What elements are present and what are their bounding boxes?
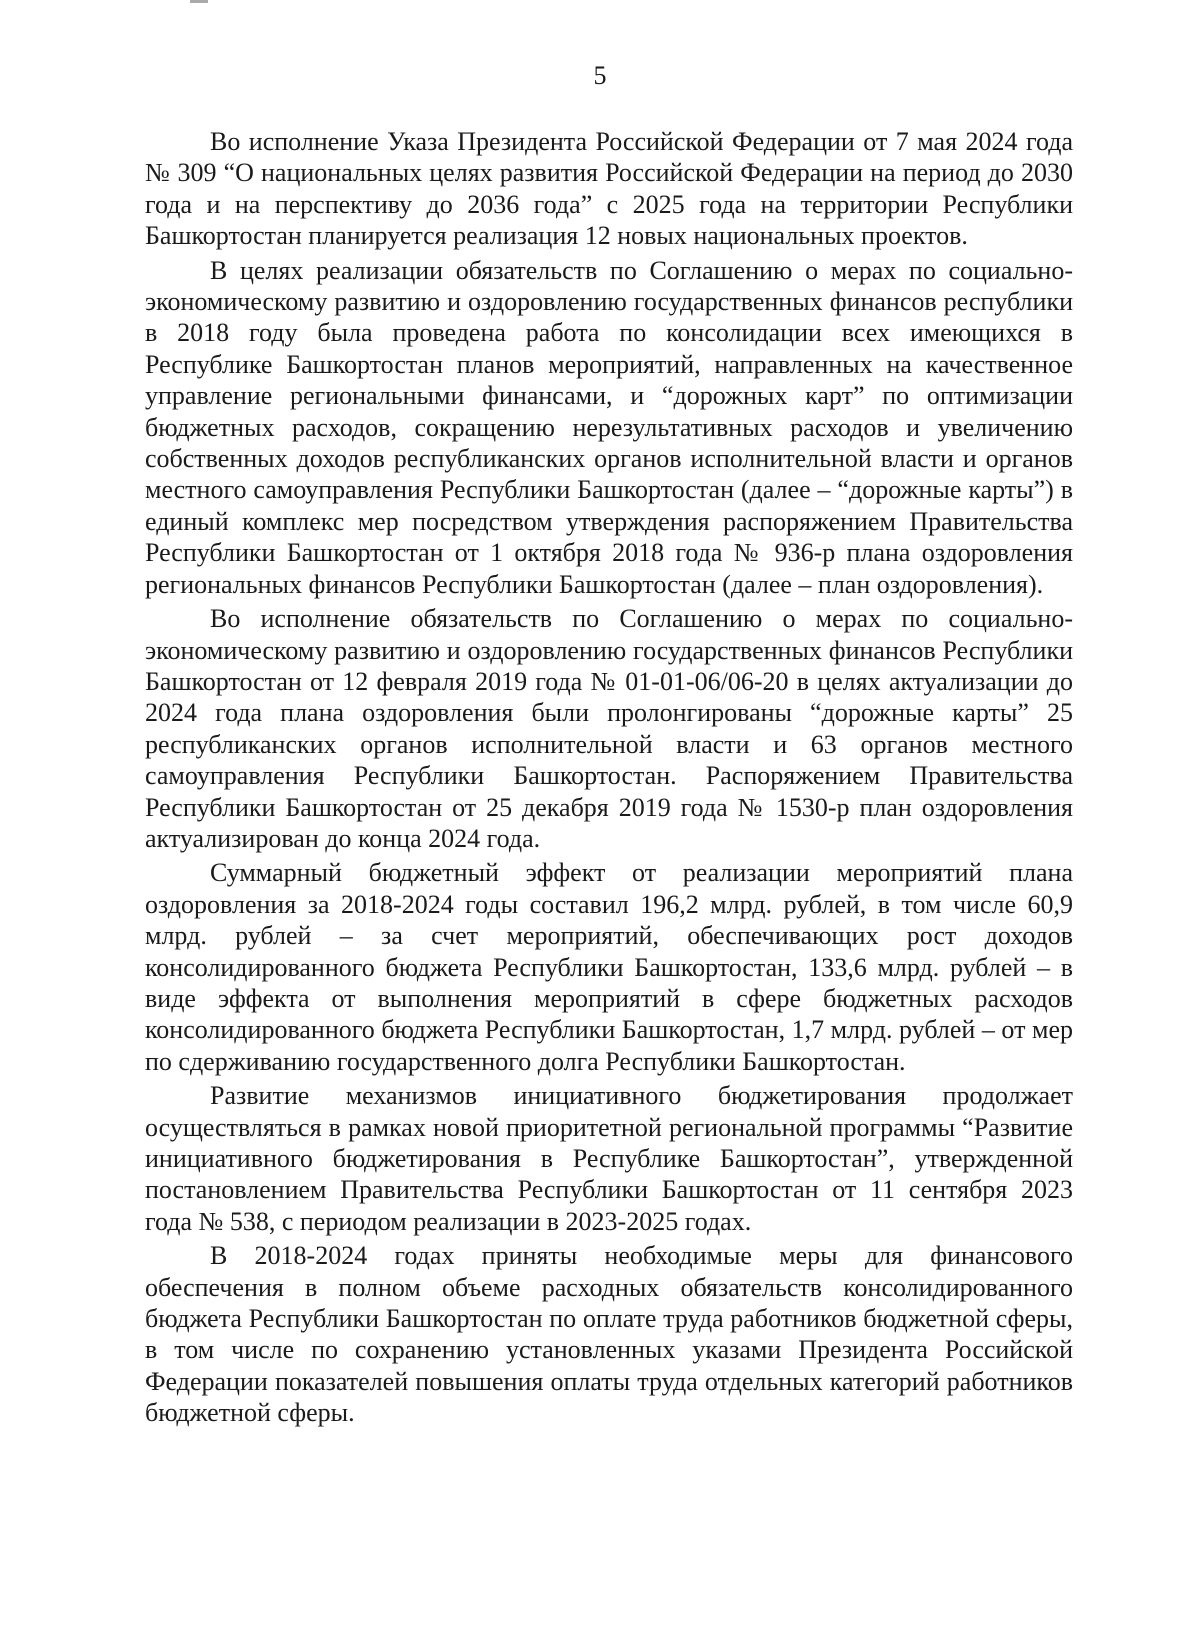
paragraph-budget-effect: Суммарный бюджетный эффект от реализации мероприятий плана оздоровления за 2018-2024 годы составил 196,2 млрд. рублей, в том числе 60,9 млрд. рублей – за счет мероприятий, обеспечивающих рост доходов консолидированного бюджета Республики Башкортостан, 133,6 млрд. рублей – в виде эффекта от выполнения мероприятий в сфере бюджетных расходов консолидированного бюджета Республики Башкортостан, 1,7 млрд. рублей – от мер по сдерживанию государственного долга Республики Башкортостан. bbox=[145, 858, 1073, 1076]
paragraph-initiative-budgeting: Развитие механизмов инициативного бюджетирования продолжает осуществляться в рамках новой приоритетной региональной программы “Развитие инициативного бюджетирования в Республике Башкортостан”, утвержденной постановлением Правительства Республики Башкортостан от 11 сентября 2023 года № 538, с периодом реализации в 2023-2025 годах. bbox=[145, 1081, 1073, 1236]
paragraph-plan-update: Во исполнение обязательств по Соглашению о мерах по социально-экономическому развитию и оздоровлению государственных финансов Республики Башкортостан от 12 февраля 2019 года № 01-01-06/06-20 в целях актуализации до 2024 года плана оздоровления были пролонгированы “дорожные карты” 25 республиканских органов исполнительной власти и 63 органов местного самоуправления Республики Башкортостан. Распоряжением Правительства Республики Башкортостан от 25 декабря 2019 года № 1530-р план оздоровления актуализирован до конца 2024 года. bbox=[145, 604, 1073, 853]
scan-artifact bbox=[190, 0, 208, 3]
paragraph-national-projects: Во исполнение Указа Президента Российской Федерации от 7 мая 2024 года № 309 “О национальных целях развития Российской Федерации на период до 2030 года и на перспективу до 2036 года” с 2025 года на территории Республики Башкортостан планируется реализация 12 новых национальных проектов. bbox=[145, 127, 1073, 251]
page-number: 5 bbox=[593, 61, 607, 90]
paragraph-salary-obligations: В 2018-2024 годах приняты необходимые меры для финансового обеспечения в полном объеме расходных обязательств консолидированного бюджета Республики Башкортостан по оплате труда работников бюджетной сферы, в том числе по сохранению установленных указами Президента Российской Федерации показателей повышения оплаты труда отдельных категорий работников бюджетной сферы. bbox=[145, 1241, 1073, 1428]
document-body bbox=[145, 126, 1073, 1432]
paragraph-recovery-plan: В целях реализации обязательств по Соглашению о мерах по социально-экономическому развитию и оздоровлению государственных финансов республики в 2018 году была проведена работа по консолидации всех имеющихся в Республике Башкортостан планов мероприятий, направленных на качественное управление региональными финансами, и “дорожных карт” по оптимизации бюджетных расходов, сокращению нерезультативных расходов и увеличению собственных доходов республиканских органов исполнительной власти и органов местного самоуправления Республики Башкортостан (далее – “дорожные карты”) в единый комплекс мер посредством утверждения распоряжением Правительства Республики Башкортостан от 1 октября 2018 года № 936-р плана оздоровления региональных финансов Республики Башкортостан (далее – план оздоровления). bbox=[145, 255, 1073, 599]
